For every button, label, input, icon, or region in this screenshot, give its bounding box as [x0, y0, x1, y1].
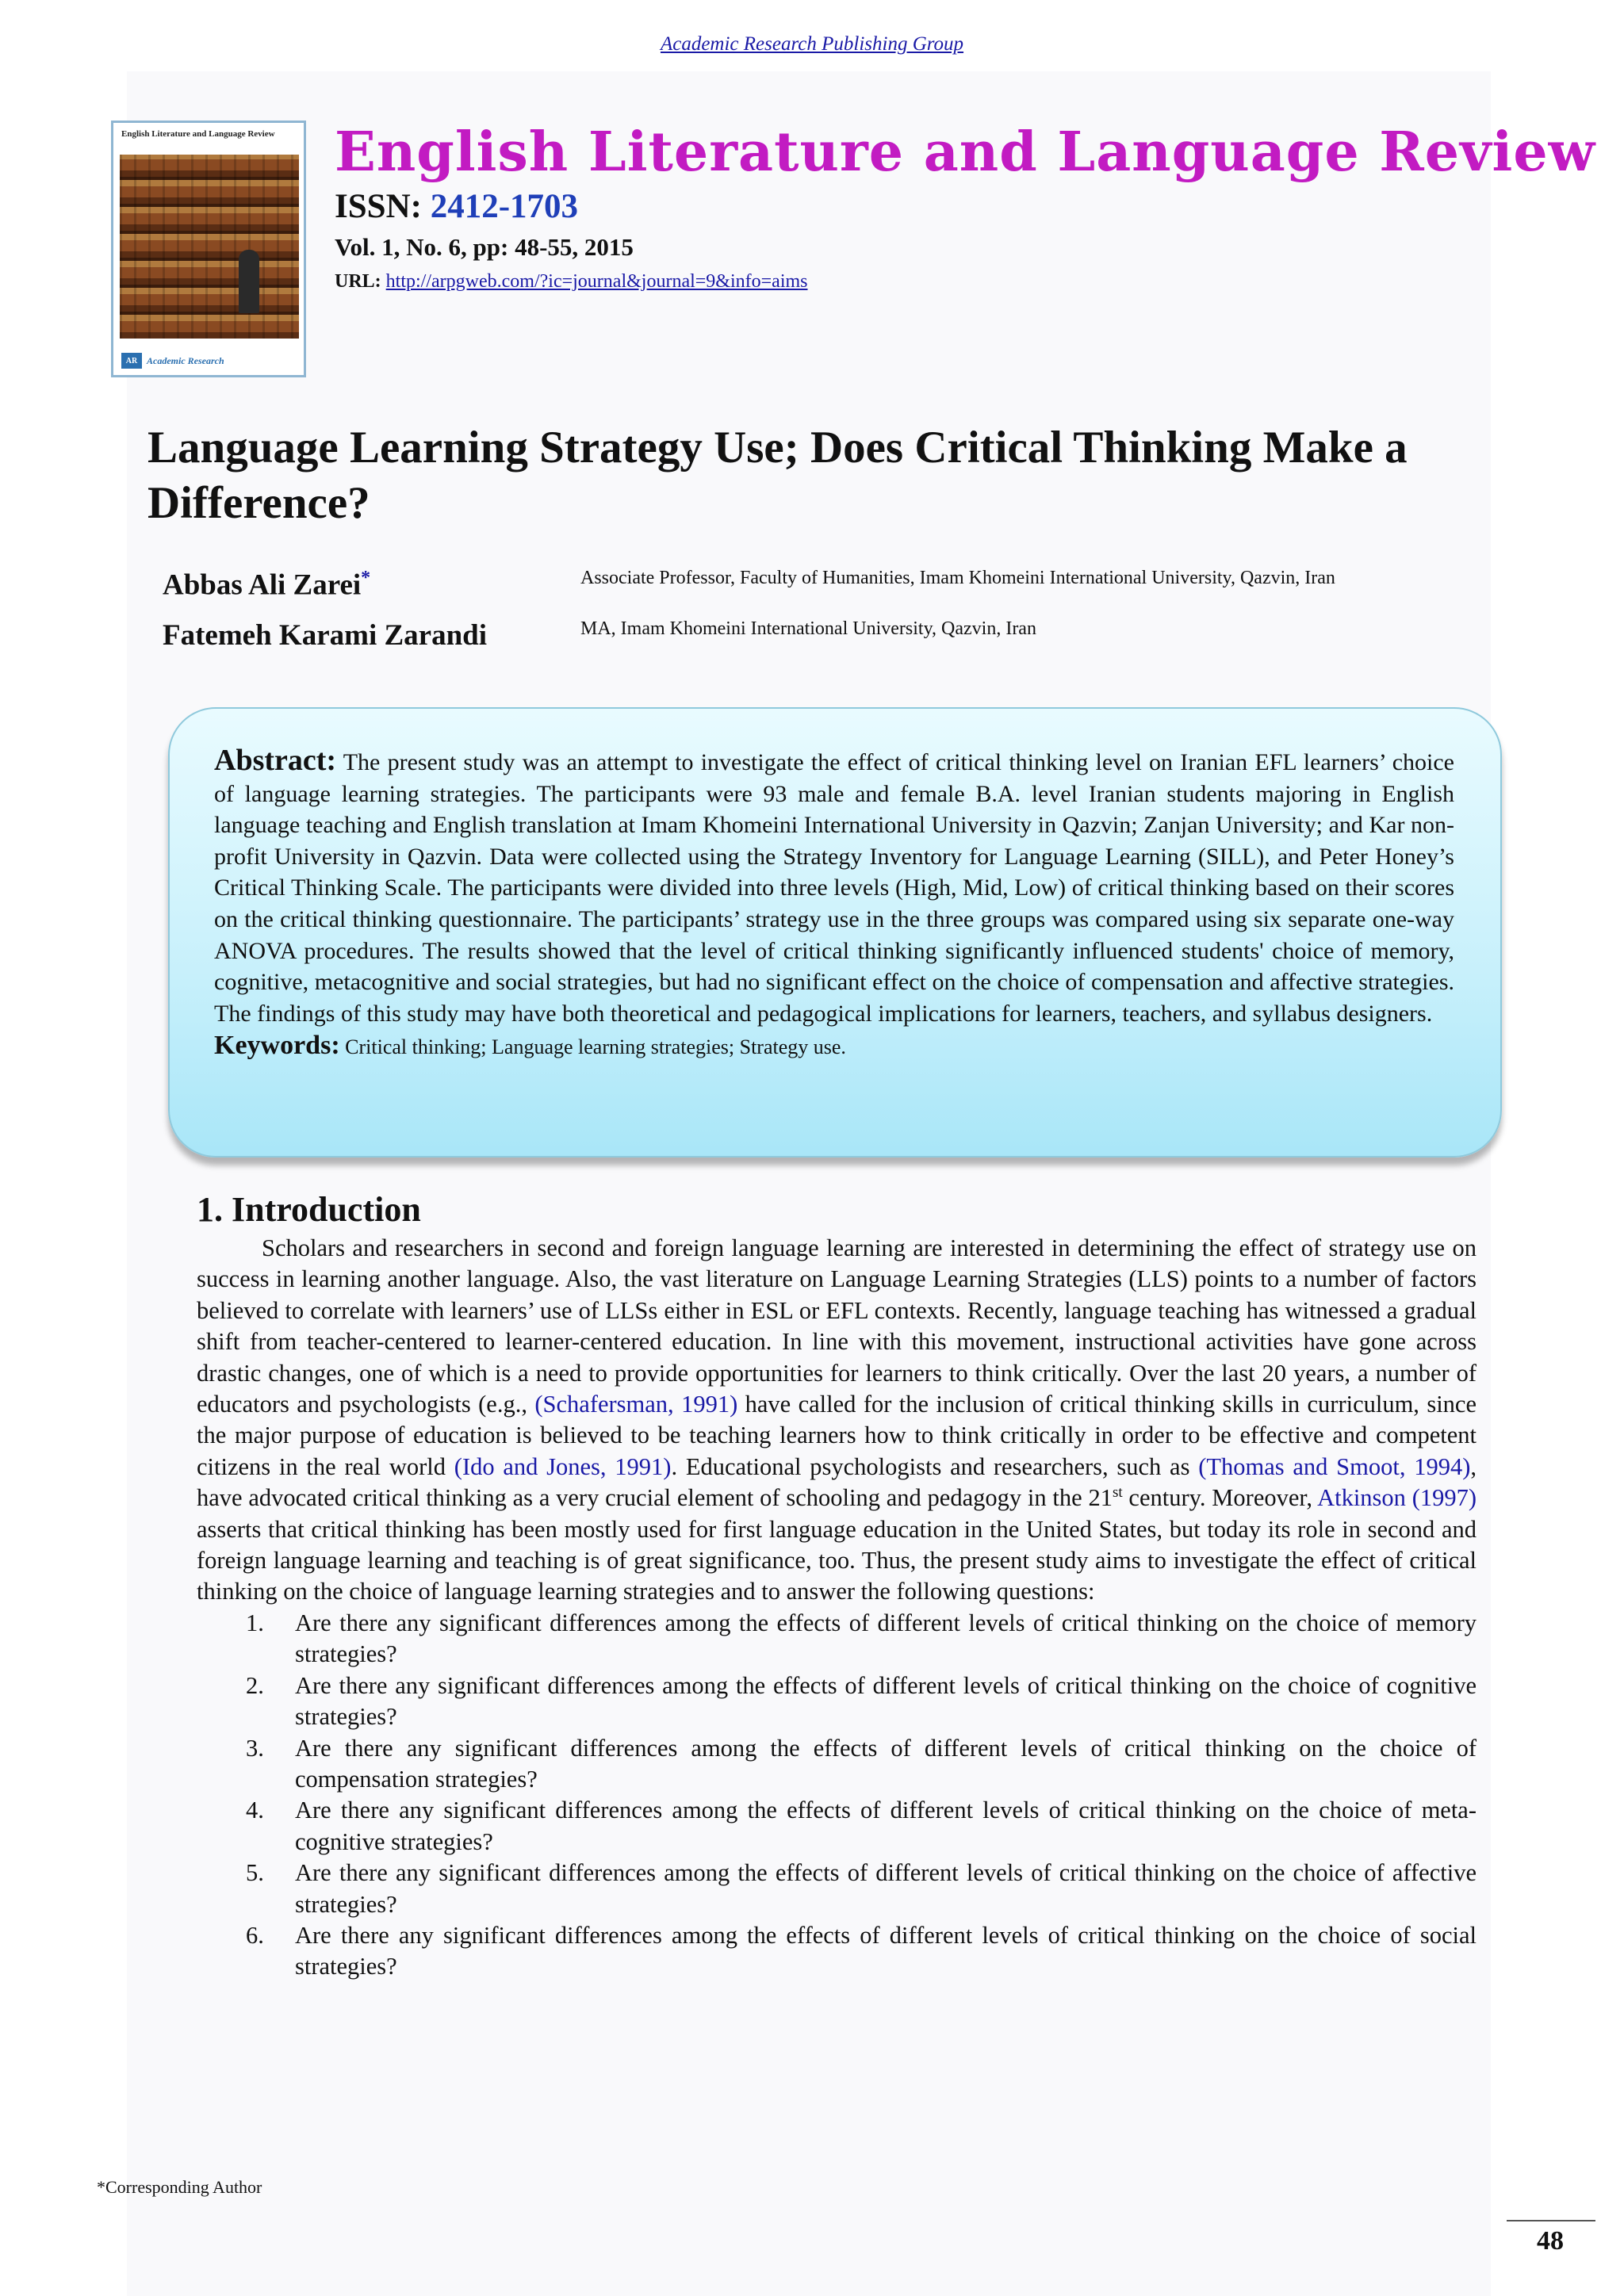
journal-url-link[interactable]: http://arpgweb.com/?ic=journal&journal=9&info=aims — [385, 271, 808, 292]
question-text: Are there any significant differences among the effects of different levels of critical thinking on the choice of compensation strategies? — [295, 1734, 1477, 1793]
author-name-2: Fatemeh Karami Zarandi — [163, 619, 488, 652]
corresponding-author-mark[interactable]: * — [361, 568, 371, 588]
volume-info: Vol. 1, No. 6, pp: 48-55, 2015 — [335, 233, 634, 261]
cover-publisher-logo — [121, 353, 224, 369]
citation-ido-jones[interactable]: (Ido and Jones, 1991) — [454, 1452, 672, 1480]
keywords-text: Critical thinking; Language learning strategies; Strategy use. — [345, 1035, 846, 1059]
url-label: URL: — [335, 271, 381, 292]
question-number: 6. — [246, 1921, 264, 1949]
list-item — [197, 1608, 1477, 1670]
question-text: Are there any significant differences among the effects of different levels of critical thinking on the choice of meta-cognitive strategies? — [295, 1797, 1477, 1855]
question-text: Are there any significant differences among the effects of different levels of critical thinking on the choice of affective strategies? — [295, 1859, 1477, 1918]
abstract-text: The present study was an attempt to investigate the effect of critical thinking level on Iranian EFL learners’ choice of language learning strategies. The participants were 93 male and female B.A. level Iranian students majoring in English language teaching and English translation at Imam Khomeini International University in Qazvin; Zanjan University; and Kar non-profit University in Qazvin. Data were collected using the Strategy Inventory for Language Learning (SILL), and Peter Honey’s Critical Thinking Scale. The participants were divided into three levels (High, Mid, Low) of critical thinking based on their scores on the critical thinking questionnaire. The participants’ strategy use in the three groups was compared using six separate one-way ANOVA procedures. The results showed that the level of critical thinking significantly influenced students' choice of memory, cognitive, metacognitive and social strategies, but had no significant effect on the choice of compensation and affective strategies. The findings of this study may have both theoretical and pedagogical implications for learners, teachers, and syllabus designers. — [214, 749, 1454, 1027]
question-number: 1. — [246, 1609, 264, 1636]
page-number-rule — [1507, 2220, 1595, 2221]
research-questions-list — [197, 1608, 1477, 1983]
journal-cover-image — [111, 121, 306, 377]
page-number: 48 — [1537, 2226, 1564, 2256]
list-item — [197, 1795, 1477, 1858]
journal-title: English Literature and Language Review — [335, 121, 1596, 184]
issn-number: 2412-1703 — [430, 188, 579, 225]
url-line — [335, 271, 808, 293]
question-number: 3. — [246, 1734, 264, 1762]
publisher-link[interactable]: Academic Research Publishing Group — [660, 33, 964, 55]
question-text: Are there any significant differences among the effects of different levels of critical thinking on the choice of social strategies? — [295, 1921, 1477, 1980]
introduction-heading: 1. Introduction — [197, 1190, 421, 1229]
list-item — [197, 1733, 1477, 1796]
list-item — [197, 1920, 1477, 1983]
abstract-paragraph — [214, 745, 1454, 1029]
author-name-1 — [163, 568, 370, 602]
author-1-name: Abbas Ali Zarei — [163, 568, 362, 602]
paper-title: Language Learning Strategy Use; Does Critical Thinking Make a Difference? — [147, 423, 1408, 528]
intro-text-2: have called for the inclusion of critical thinking skills in curriculum, since the major purpose of education is believed to be teaching learners how to think critically in order to be effective and competent citizens in the real world — [197, 1391, 1477, 1480]
library-bookshelf-image — [120, 155, 299, 339]
question-number: 4. — [246, 1797, 264, 1824]
citation-atkinson[interactable]: Atkinson (1997) — [1317, 1484, 1477, 1512]
list-item — [197, 1858, 1477, 1920]
intro-text-1: Scholars and researchers in second and foreign language learning are interested in determining the effect of strategy use on success in learning another language. Also, the vast literature on Language Learning Strategies (LLS) points to a number of factors believed to correlate with learners’ use of LLSs either in ESL or EFL contexts. Recently, language teaching has witnessed a gradual shift from teacher-centered to learner-centered education. In line with this movement, instructional activities have gone across drastic changes, one of which is a need to provide opportunities for learners to think critically. Over the last 20 years, a number of educators and psychologists (e.g., — [197, 1234, 1477, 1418]
question-number: 5. — [246, 1859, 264, 1887]
intro-text-5: century. Moreover, — [1128, 1484, 1312, 1512]
list-item — [197, 1670, 1477, 1733]
corresponding-author-footnote: *Corresponding Author — [97, 2177, 262, 2197]
abstract-label: Abstract: — [214, 744, 337, 777]
author-affiliation-1: Associate Professor, Faculty of Humanities, Imam Khomeini International University, Qazvin, Iran — [580, 568, 1335, 588]
citation-thomas-smoot[interactable]: (Thomas and Smoot, 1994) — [1198, 1452, 1471, 1480]
ordinal-superscript: st — [1112, 1484, 1123, 1502]
cover-title: English Literature and Language Review — [121, 129, 275, 139]
issn-line — [335, 187, 578, 226]
intro-text-6: asserts that critical thinking has been mostly used for first language education in the United States, but today its role in second and foreign language learning and teaching is of great significance, too. Thus, the present study aims to investigate the effect of critical thinking on the choice of language learning strategies and to answer the following questions: — [197, 1515, 1477, 1605]
introduction-paragraph — [197, 1233, 1477, 1608]
introduction-body — [197, 1233, 1477, 1983]
issn-label: ISSN: — [335, 188, 422, 225]
question-number: 2. — [246, 1671, 264, 1699]
publisher-logo-icon: AR — [121, 353, 142, 369]
keywords-label: Keywords: — [214, 1031, 340, 1061]
question-text: Are there any significant differences among the effects of different levels of critical thinking on the choice of memory strategies? — [295, 1609, 1477, 1668]
citation-schafersman[interactable]: (Schafersman, 1991) — [534, 1391, 738, 1418]
question-text: Are there any significant differences among the effects of different levels of critical thinking on the choice of cognitive strategies? — [295, 1671, 1477, 1731]
keywords-line — [214, 1031, 1454, 1061]
intro-text-3: . Educational psychologists and researchers, such as — [671, 1452, 1190, 1480]
abstract-box — [168, 707, 1502, 1158]
intro-text-4: , have advocated critical thinking as a very crucial element of schooling and pedagogy in the 21 — [197, 1452, 1477, 1512]
cover-logo-text: Academic Research — [147, 354, 224, 366]
author-affiliation-2: MA, Imam Khomeini International University, Qazvin, Iran — [580, 618, 1036, 639]
